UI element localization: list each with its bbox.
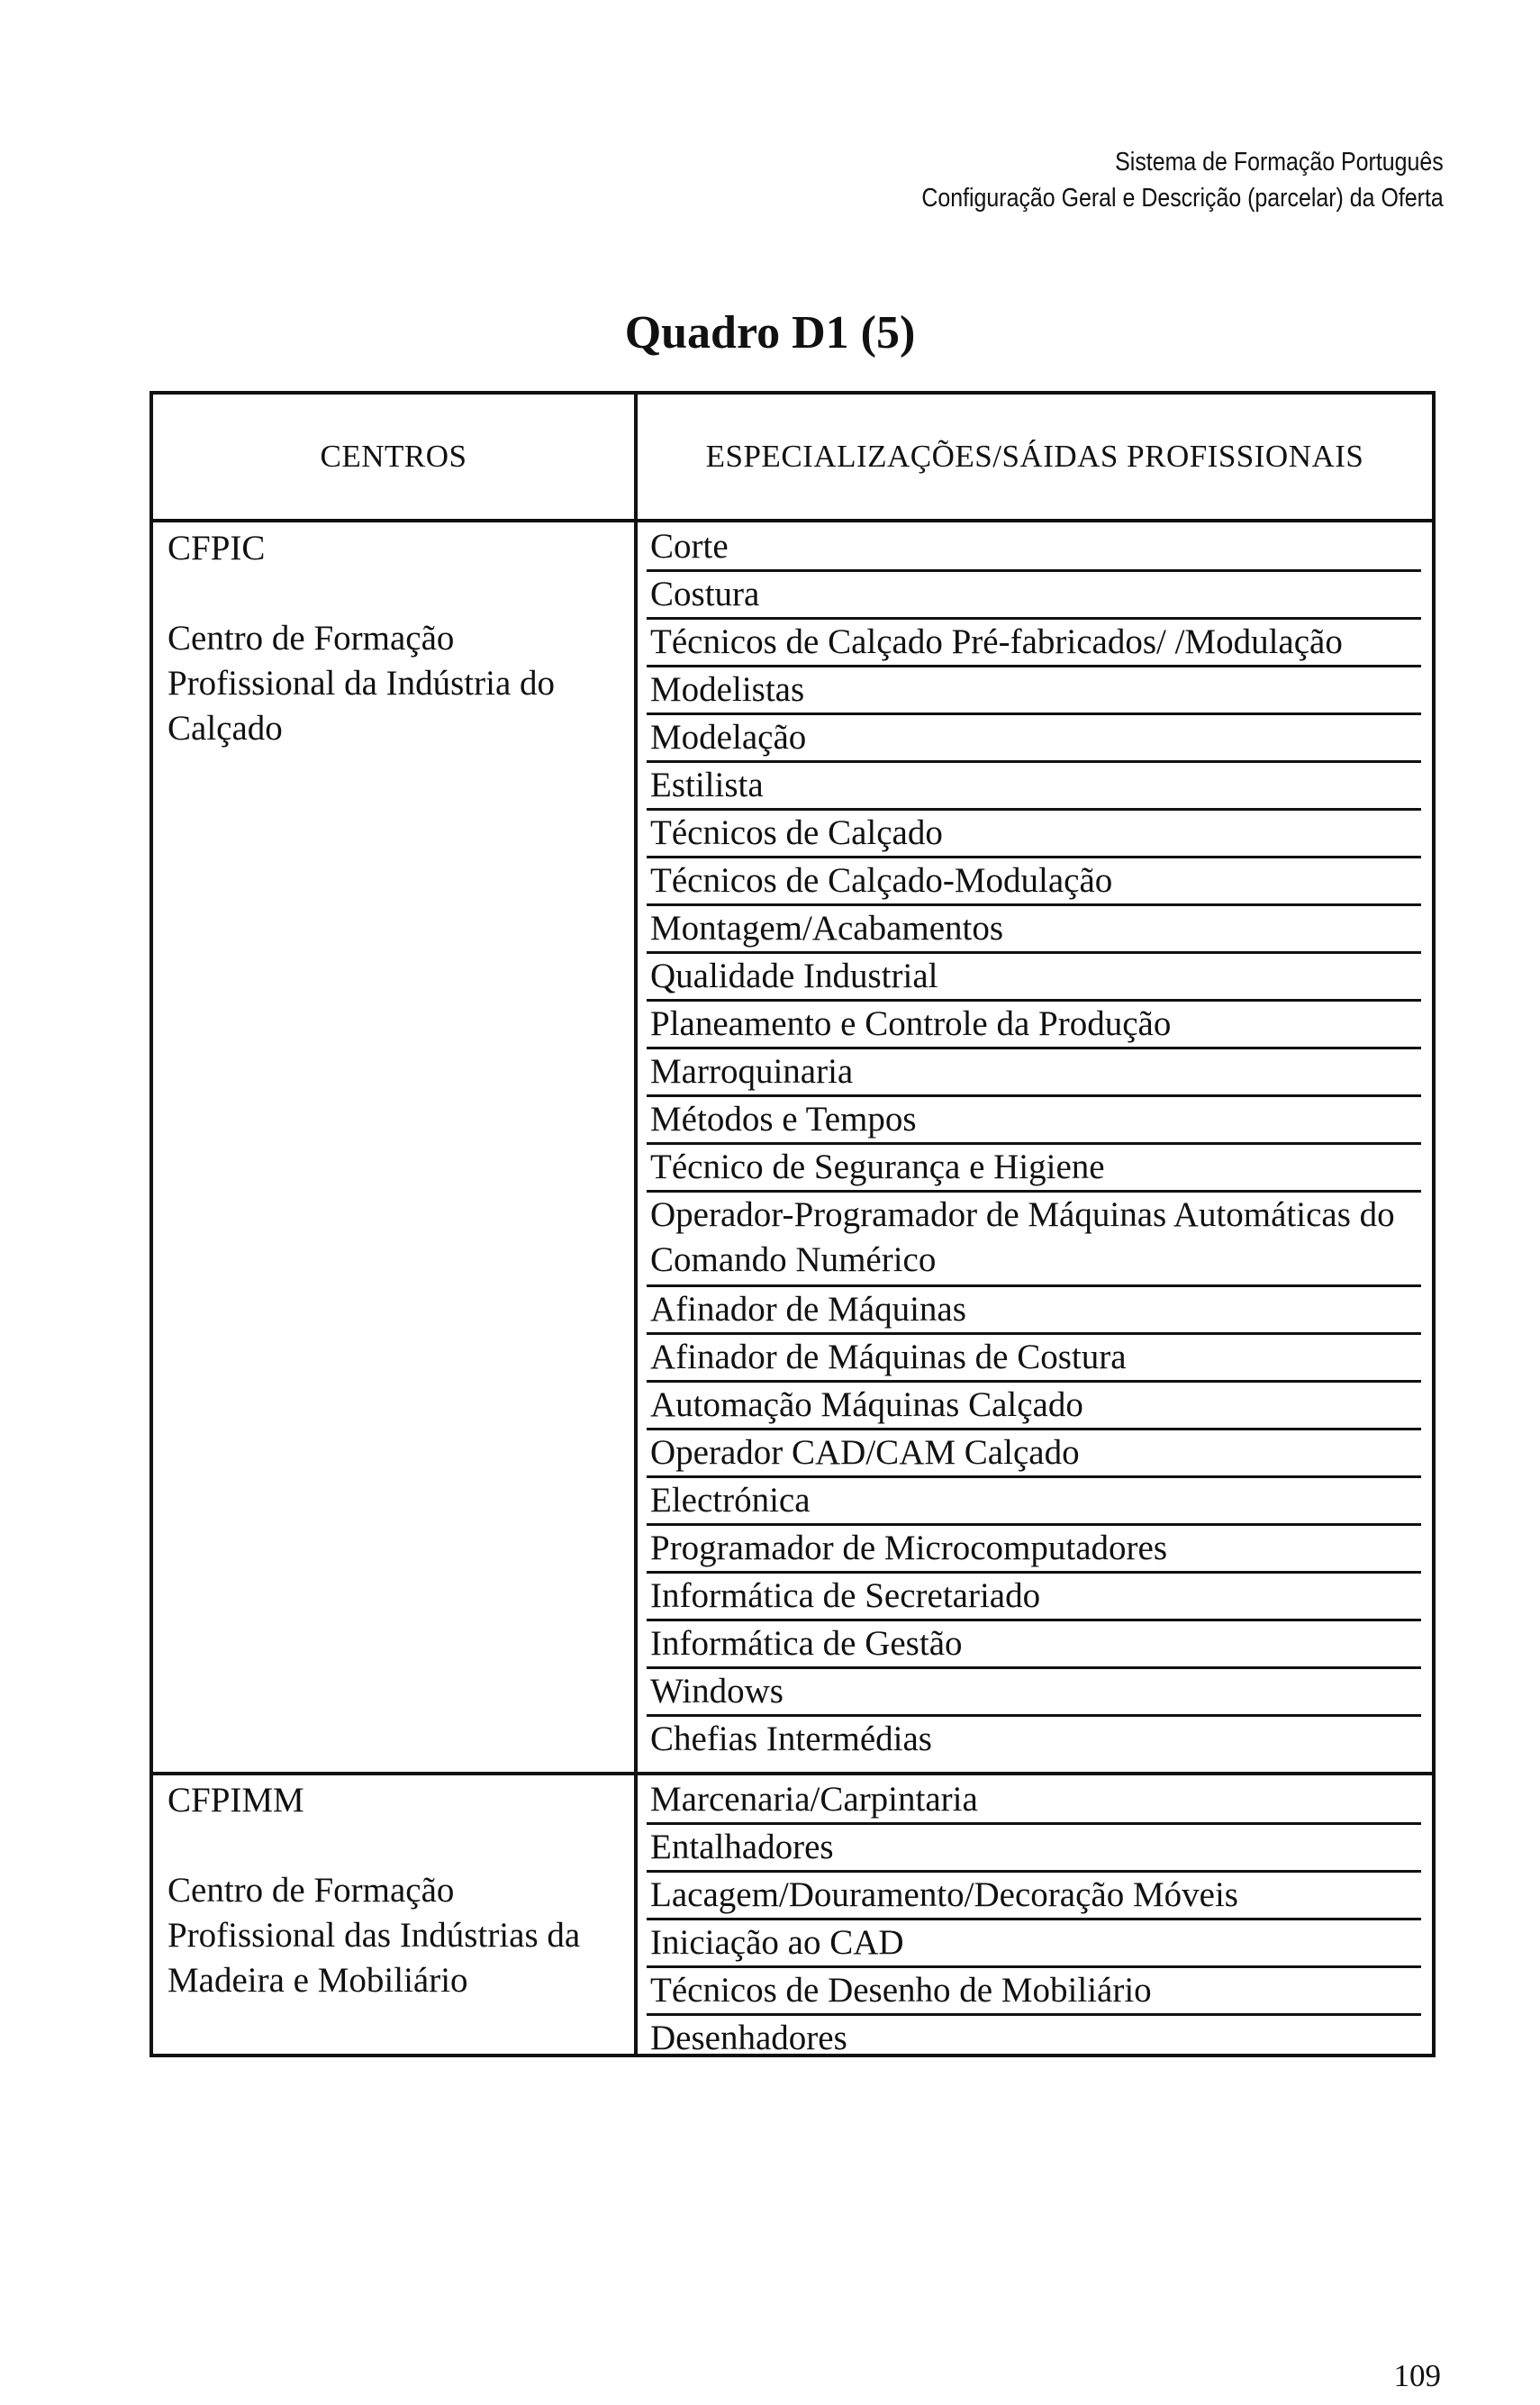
centro-name: Centro de Formação Profissional da Indústria do Calçado: [168, 619, 556, 748]
list-item: Estilista: [647, 763, 1421, 811]
list-item: Afinador de Máquinas de Costura: [647, 1335, 1421, 1383]
header-line-1: Sistema de Formação Português: [1115, 148, 1444, 177]
column-header-centros: CENTROS: [320, 439, 467, 474]
centro-code: CFPIMM: [168, 1781, 304, 1820]
list-item: Desenhadores: [650, 2019, 847, 2057]
list-item: Modelistas: [647, 667, 1421, 715]
list-item: Qualidade Industrial: [647, 954, 1421, 1002]
running-header: [922, 144, 1444, 216]
list-item: Afinador de Máquinas: [647, 1287, 1421, 1335]
list-item: Lacagem/Douramento/Decoração Móveis: [647, 1873, 1421, 1920]
list-item: Informática de Secretariado: [647, 1574, 1421, 1621]
centro-name: Centro de Formação Profissional das Indústrias da Madeira e Mobiliário: [168, 1871, 581, 2000]
list-item: Marroquinaria: [647, 1049, 1421, 1097]
list-item: Electrónica: [647, 1478, 1421, 1526]
page-title: Quadro D1 (5): [624, 307, 916, 358]
section-divider: [153, 1772, 1432, 1775]
column-divider: [634, 395, 638, 2054]
list-item: Costura: [647, 572, 1421, 620]
especializacoes-list-cfpimm: [647, 1777, 1421, 2064]
header-line-2: Configuração Geral e Descrição (parcelar) da Oferta: [921, 184, 1444, 213]
list-item: Entalhadores: [647, 1825, 1421, 1873]
list-item: Operador CAD/CAM Calçado: [647, 1430, 1421, 1478]
list-item: Informática de Gestão: [647, 1621, 1421, 1669]
especializacoes-list-cfpic: [647, 524, 1421, 1765]
centro-code: CFPIC: [168, 529, 266, 567]
centro-cfpic: [168, 526, 627, 751]
page-number: 109: [1393, 2358, 1441, 2393]
list-item: Corte: [647, 524, 1421, 572]
list-item: Técnicos de Calçado: [647, 811, 1421, 858]
list-item: Marcenaria/Carpintaria: [647, 1777, 1421, 1825]
list-item: Técnico de Segurança e Higiene: [647, 1145, 1421, 1193]
list-item: Windows: [647, 1669, 1421, 1717]
list-item: Iniciação ao CAD: [647, 1920, 1421, 1968]
list-item: Técnicos de Desenho de Mobiliário: [647, 1968, 1421, 2016]
list-item: Montagem/Acabamentos: [647, 906, 1421, 954]
list-item: Planeamento e Controle da Produção: [647, 1002, 1421, 1049]
list-item: Métodos e Tempos: [647, 1097, 1421, 1145]
centers-table: [149, 391, 1436, 2057]
list-item: Chefias Intermédias: [650, 1720, 932, 1758]
list-item: Operador-Programador de Máquinas Automáticas do Comando Numérico: [647, 1193, 1421, 1287]
list-item: Automação Máquinas Calçado: [647, 1383, 1421, 1430]
list-item: Técnicos de Calçado-Modulação: [647, 858, 1421, 906]
list-item: Modelação: [647, 715, 1421, 763]
list-item: Programador de Microcomputadores: [647, 1526, 1421, 1574]
centro-cfpimm: [168, 1778, 627, 2003]
column-header-especializacoes: ESPECIALIZAÇÕES/SÁIDAS PROFISSIONAIS: [705, 439, 1364, 474]
list-item: Técnicos de Calçado Pré-fabricados/ /Modulação: [647, 620, 1421, 667]
header-divider: [153, 519, 1432, 522]
